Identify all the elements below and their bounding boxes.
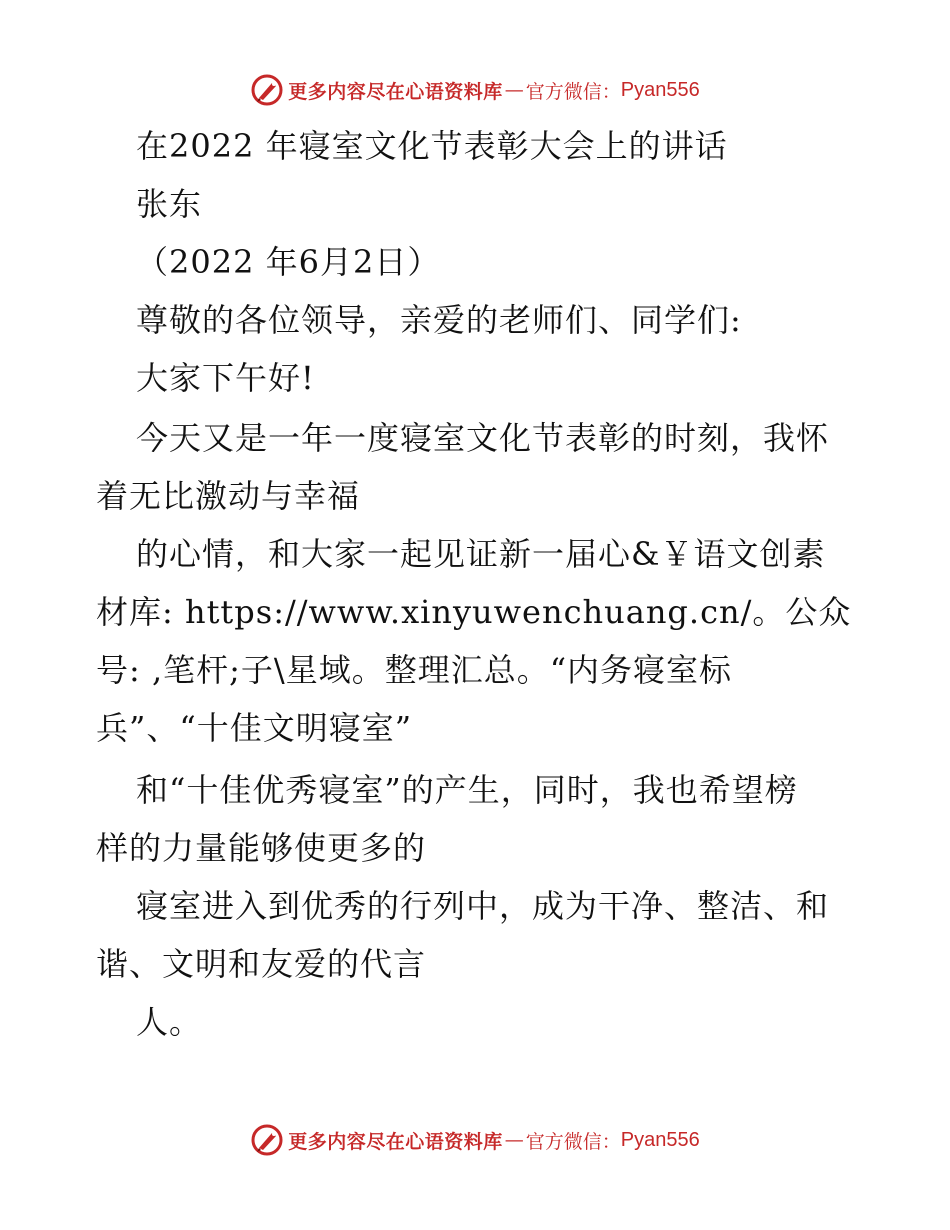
pen-logo-icon — [250, 1123, 284, 1157]
document-date: （2022 年6月2日） — [136, 243, 441, 281]
paragraph-line: 谐、文明和友爱的代言 — [96, 945, 427, 983]
banner-text: 更多内容尽在心语资料库 — [288, 1130, 503, 1153]
document-salutation: 尊敬的各位领导，亲爱的老师们、同学们: — [136, 301, 742, 339]
banner-wechat-label: 官方微信： — [525, 80, 621, 103]
paragraph-line: 号: ,笔杆;子\星域。整理汇总。“内务寝室标 — [96, 651, 733, 689]
paragraph-line: 材库: https://www.xinyuwenchuang.cn/。公众 — [96, 593, 852, 631]
paragraph-line: 的心情，和大家一起见证新一届心&￥语文创素 — [136, 535, 826, 573]
paragraph-line: 寝室进入到优秀的行列中，成为干净、整洁、和 — [136, 887, 830, 925]
paragraph-line: 着无比激动与幸福 — [96, 477, 361, 515]
banner-wechat-id: Pyan556 — [620, 78, 700, 101]
paragraph-line: 兵”、“十佳文明寝室” — [96, 709, 413, 747]
pen-logo-icon — [250, 73, 284, 107]
document-greeting: 大家下午好! — [136, 359, 315, 397]
paragraph-line: 今天又是一年一度寝室文化节表彰的时刻，我怀 — [136, 419, 830, 457]
footer-banner — [0, 1120, 950, 1160]
paragraph-line: 和“十佳优秀寝室”的产生，同时，我也希望榜 — [136, 771, 798, 809]
document-title: 在2022 年寝室文化节表彰大会上的讲话 — [136, 127, 728, 165]
banner-wechat-id: Pyan556 — [620, 1128, 700, 1151]
banner-wechat-label: 官方微信： — [525, 1130, 621, 1153]
paragraph-line: 人。 — [136, 1003, 203, 1041]
banner-dash: — — [504, 79, 524, 101]
document-author: 张东 — [136, 185, 203, 223]
paragraph-line: 样的力量能够使更多的 — [96, 829, 427, 867]
header-banner — [0, 70, 950, 110]
banner-dash: — — [504, 1129, 524, 1151]
banner-text: 更多内容尽在心语资料库 — [288, 80, 503, 103]
